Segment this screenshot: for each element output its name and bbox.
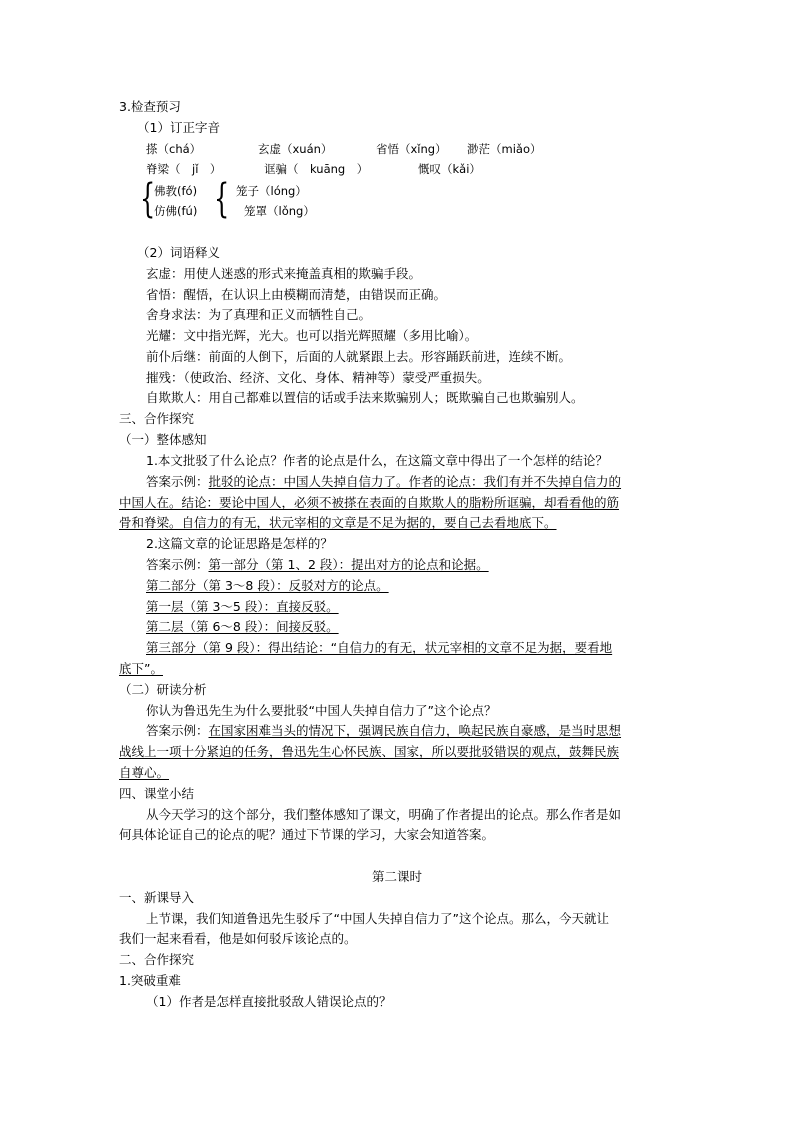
pron-item: 仿佛(fú): [154, 204, 198, 218]
subsection-heading: 1.突破重难: [119, 973, 181, 988]
pron-item: 渺茫（miǎo）: [467, 142, 542, 156]
answer-text: 第一部分（第 1、2 段）：提出对方的论点和论据。: [208, 557, 489, 572]
definition-item: 玄虚：用使人迷惑的形式来掩盖真相的欺骗手段。: [146, 266, 422, 281]
paragraph-line: 上节课，我们知道鲁迅先生驳斥了“中国人失掉自信力了”这个论点。那么，今天就让: [146, 911, 609, 926]
answer-line: [146, 557, 489, 573]
answer-text: 第二部分（第 3～8 段）：反驳对方的论点。: [146, 578, 389, 593]
section-heading: 四、课堂小结: [119, 786, 195, 801]
pron-item: 脊梁（ jǐ ）: [146, 162, 222, 176]
pron-item: 笼罩（lǒng）: [244, 204, 315, 218]
answer-text: 底下”。: [119, 661, 163, 676]
answer-text: 战线上一项十分紧迫的任务，鲁迅先生心怀民族、国家，所以要批驳错误的观点，鼓舞民族: [119, 744, 620, 759]
pron-item: 诓骗（ kuāng ）: [264, 162, 369, 176]
definition-item: 摧残：（使政治、经济、文化、身体、精神等）蒙受严重损失。: [146, 370, 490, 385]
left-brace: {: [214, 176, 230, 222]
answer-text: 中国人在。结论：要论中国人，必须不被搽在表面的自欺欺人的脂粉所诓骗，却看看他的筋: [119, 495, 620, 510]
section-heading: 一、新课导入: [119, 890, 195, 905]
answer-prefix: 答案示例：: [146, 557, 209, 572]
section-heading: 三、合作探究: [119, 411, 195, 426]
definition-item: 光耀：文中指光辉，光大。也可以指光辉照耀（多用比喻）。: [146, 328, 478, 343]
part-heading: （二）研读分析: [119, 682, 207, 697]
question: 1.本文批驳了什么论点？作者的论点是什么，在这篇文章中得出了一个怎样的结论？: [146, 453, 608, 468]
definition-item: 自欺欺人：用自己都难以置信的话或手法来欺骗别人；既欺骗自己也欺骗别人。: [146, 390, 584, 405]
question: （1）作者是怎样直接批驳敌人错误论点的？: [146, 994, 392, 1009]
question: 你认为鲁迅先生为什么要批驳“中国人失掉自信力了”这个论点？: [146, 703, 497, 718]
pron-item: 搽（chá）: [146, 142, 202, 156]
paragraph-line: 何具体论证自己的论点的呢？通过下节课的学习，大家会知道答案。: [119, 827, 495, 842]
answer-line: [146, 723, 621, 739]
answer-text: 批驳的论点：中国人失掉自信力了。作者的论点：我们有并不失掉自信力的: [208, 474, 622, 489]
definition-item: 省悟：醒悟，在认识上由模糊而清楚，由错误而正确。: [146, 287, 447, 302]
paragraph-line: 我们一起来看看，他是如何驳斥该论点的。: [119, 931, 357, 946]
pron-item: 慨叹（kǎi）: [418, 162, 481, 176]
part-heading: （一）整体感知: [119, 432, 207, 447]
pron-item: 玄虚（xuán）: [258, 142, 333, 156]
preview-heading: 3.检查预习: [119, 99, 181, 114]
answer-prefix: 答案示例：: [146, 723, 209, 738]
answer-text: 第三部分（第 9 段）：得出结论：“自信力的有无，状元宰相的文章不足为据，要看地: [146, 640, 613, 655]
pron-item: 佛教(fó): [154, 184, 198, 198]
lesson-title: 第二课时: [371, 869, 422, 884]
question: 2.这篇文章的论证思路是怎样的？: [146, 536, 333, 551]
answer-prefix: 答案示例：: [146, 474, 209, 489]
pron-item: 省悟（xǐng）: [376, 142, 447, 156]
left-brace: {: [140, 176, 156, 222]
answer-text: 在国家困难当头的情况下，强调民族自信力，唤起民族自豪感，是当时思想: [208, 723, 622, 738]
definition-item: 舍身求法：为了真理和正义而牺牲自己。: [146, 307, 372, 322]
definition-item: 前仆后继：前面的人倒下，后面的人就紧跟上去。形容踊跃前进，连续不断。: [146, 349, 572, 364]
pron-item: 笼子（lóng）: [236, 184, 307, 198]
section-heading: 二、合作探究: [119, 952, 195, 967]
answer-text: 第一层（第 3～5 段）：直接反驳。: [146, 599, 339, 614]
answer-text: 骨和脊梁。自信力的有无，状元宰相的文章是不足为据的，要自己去看地底下。: [119, 515, 557, 530]
answer-text: 自尊心。: [119, 765, 170, 780]
answer-line: [146, 474, 621, 490]
definitions-subheading: （2）词语释义: [137, 245, 220, 260]
paragraph-line: 从今天学习的这个部分，我们整体感知了课文，明确了作者提出的论点。那么作者是如: [146, 807, 622, 822]
answer-text: 第二层（第 6～8 段）：间接反驳。: [146, 619, 339, 634]
pronunciation-subheading: （1）订正字音: [137, 120, 220, 135]
